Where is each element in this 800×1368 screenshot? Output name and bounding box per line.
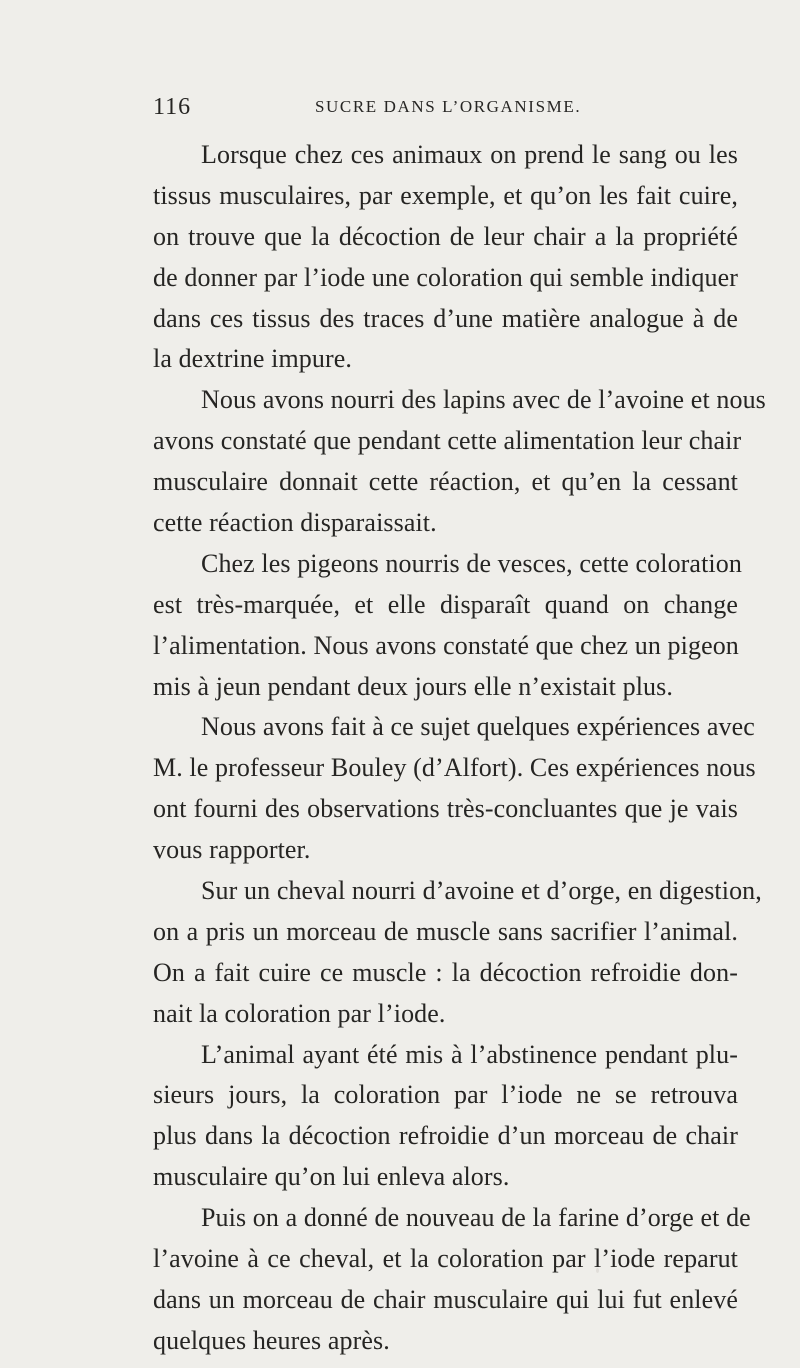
text-line: nait la coloration par l’iode.	[153, 998, 446, 1028]
text-line: cette réaction disparaissait.	[153, 508, 437, 538]
text-line: Nous avons nourri des lapins avec de l’avoine et nous	[201, 385, 766, 415]
text-line: ont fourni des observations très-concluantes que je vais	[153, 794, 738, 824]
body-text	[153, 135, 766, 1362]
text-line: l’avoine à ce cheval, et la coloration par l’iode reparut	[153, 1244, 738, 1274]
text-line: on a pris un morceau de muscle sans sacrifier l’animal.	[153, 916, 738, 946]
text-line: de donner par l’iode une coloration qui semble indiquer	[153, 262, 738, 292]
text-line: Puis on a donné de nouveau de la farine d’orge et de	[201, 1203, 751, 1233]
text-line: dans ces tissus des traces d’une matière analogue à de	[153, 303, 738, 333]
text-line: sieurs jours, la coloration par l’iode ne se retrouva	[153, 1080, 738, 1110]
text-line: mis à jeun pendant deux jours elle n’existait plus.	[153, 671, 673, 701]
text-line: Chez les pigeons nourris de vesces, cette coloration	[201, 548, 742, 578]
text-line: M. le professeur Bouley (d’Alfort). Ces expériences nous	[153, 753, 756, 783]
text-line: musculaire donnait cette réaction, et qu’en la cessant	[153, 467, 738, 497]
text-line: est très-marquée, et elle disparaît quand on change	[153, 589, 738, 619]
text-line: Nous avons fait à ce sujet quelques expériences avec	[201, 712, 755, 742]
text-line: on trouve que la décoction de leur chair a la propriété	[153, 221, 738, 251]
text-line: la dextrine impure.	[153, 344, 352, 374]
page-header	[153, 93, 713, 121]
running-title: SUCRE DANS L’ORGANISME.	[315, 97, 582, 116]
paper-spot	[596, 1268, 599, 1273]
text-line: vous rapporter.	[153, 835, 311, 865]
page-number: 116	[153, 94, 192, 120]
text-line: L’animal ayant été mis à l’abstinence pendant plu-	[201, 1039, 738, 1069]
text-line: dans un morceau de chair musculaire qui lui fut enlevé	[153, 1284, 738, 1314]
text-line: Lorsque chez ces animaux on prend le sang ou les	[201, 140, 738, 169]
text-line: Sur un cheval nourri d’avoine et d’orge, en digestion,	[201, 876, 762, 906]
paper-spot	[478, 325, 482, 329]
text-line: l’alimentation. Nous avons constaté que chez un pigeon	[153, 630, 739, 660]
text-line: tissus musculaires, par exemple, et qu’on les fait cuire,	[153, 180, 738, 210]
text-line: musculaire qu’on lui enleva alors.	[153, 1162, 510, 1192]
text-line: avons constaté que pendant cette alimentation leur chair	[153, 426, 742, 456]
text-line: quelques heures après.	[153, 1325, 390, 1355]
text-line: plus dans la décoction refroidie d’un morceau de chair	[153, 1121, 738, 1151]
text-line: On a fait cuire ce muscle : la décoction refroidie don-	[153, 957, 738, 987]
